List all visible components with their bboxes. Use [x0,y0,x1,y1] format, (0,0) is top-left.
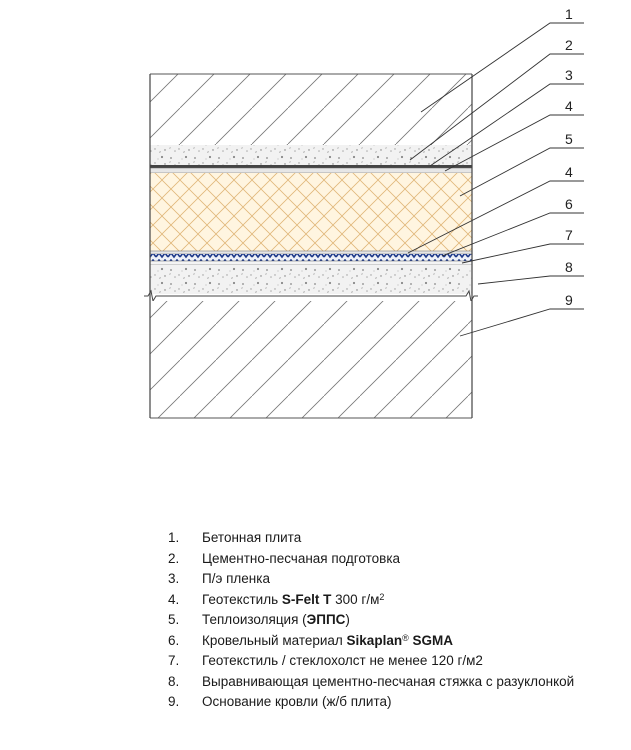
legend-number: 8. [168,673,180,689]
legend-item-8 [168,672,628,693]
layer-3-pe-film [150,165,472,168]
legend-text: Теплоизоляция (ЭППС) [202,612,350,627]
callout-1: 1 [565,6,573,22]
legend-item-1 [168,528,628,549]
callout-4b: 4 [565,164,573,180]
legend-item-7 [168,651,628,672]
legend-text: Цементно-песчаная подготовка [202,550,401,566]
leader-9 [460,309,584,336]
layer-9-hatch [150,301,472,418]
legend-item-3 [168,569,628,590]
layer-6-roofing-membrane [150,254,472,261]
callout-7: 7 [565,227,573,243]
legend-number: 3. [168,571,180,586]
legend-text: Бетонная плита [202,530,302,545]
callout-9: 9 [565,292,573,308]
legend-number: 7. [168,653,180,668]
callout-4a: 4 [565,98,573,114]
layer-4-geotextile-bottom [150,251,472,254]
legend-item-2 [168,549,628,570]
legend-item-5 [168,610,628,631]
legend-number: 5. [168,612,180,627]
legend-item-4 [168,590,628,611]
leader-8 [478,276,584,284]
legend-number: 1. [168,530,180,545]
legend-number: 4. [168,591,180,607]
layer-1-hatch [150,74,472,145]
legend-text: Выравнивающая цементно-песчаная стяжка с разуклонкой [202,673,575,689]
legend-item-9 [168,692,628,713]
legend-text: Геотекстиль / стеклохолст не менее 120 г/м2 [202,653,483,668]
callout-2: 2 [565,37,573,53]
callout-3: 3 [565,67,573,83]
layer-4-geotextile-top [150,168,472,173]
layer-2-texture [150,145,472,165]
legend-item-6 [168,631,628,652]
callout-5: 5 [565,131,573,147]
legend-text: Основание кровли (ж/б плита) [202,694,392,709]
legend-text: Кровельный материал Sikaplan® SGMA [202,632,453,648]
callout-6: 6 [565,196,573,212]
layer-7-geotextile [150,261,472,265]
legend-text: П/э пленка [202,571,270,586]
legend-number: 9. [168,694,180,709]
layer-8-texture [150,265,472,294]
legend-text: Геотекстиль S-Felt T 300 $г/м^2$ [202,591,385,607]
legend-number: 6. [168,632,180,648]
layer-5-insulation-pattern [150,173,472,251]
legend [168,528,628,713]
callout-8: 8 [565,259,573,275]
legend-number: 2. [168,550,180,566]
